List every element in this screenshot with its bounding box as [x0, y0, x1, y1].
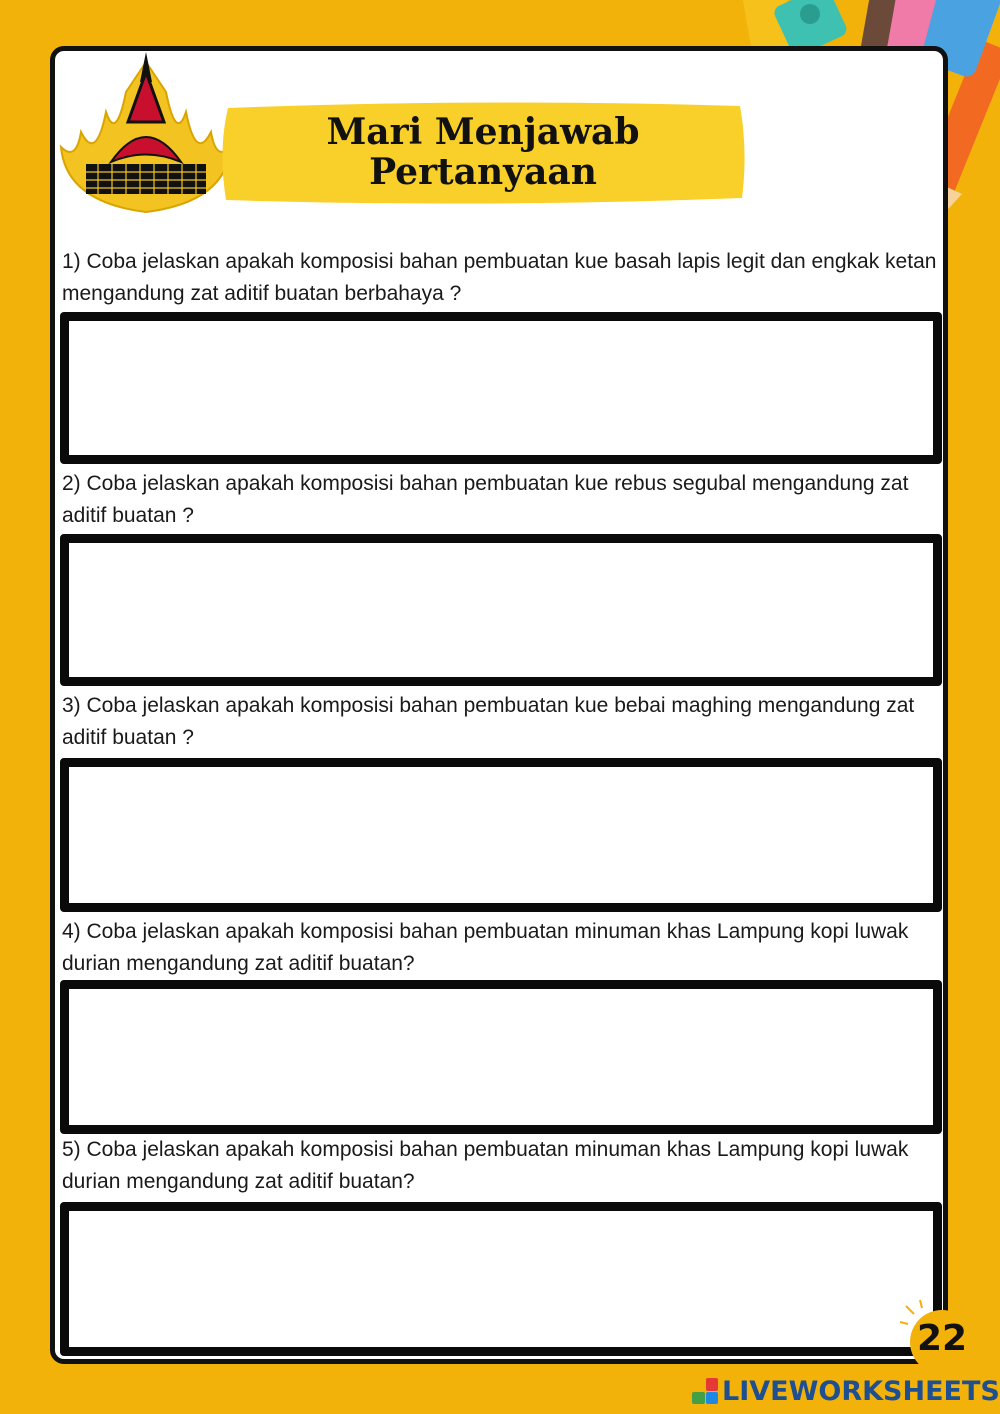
answer-box-4[interactable] [60, 980, 942, 1134]
question-2: 2) Coba jelaskan apakah komposisi bahan pembuatan kue rebus segubal mengandung zat aditif buatan ? [62, 472, 909, 527]
liveworksheets-brand: LIVEWORKSHEETS [722, 1375, 1000, 1407]
answer-box-1[interactable] [60, 312, 942, 464]
title-line-2: Pertanyaan [369, 151, 597, 193]
answer-box-2[interactable] [60, 534, 942, 686]
question-3: 3) Coba jelaskan apakah komposisi bahan pembuatan kue bebai maghing mengandung zat aditif buatan ? [62, 694, 915, 749]
answer-box-3[interactable] [60, 758, 942, 912]
answer-box-5[interactable] [60, 1202, 942, 1356]
page-number: 22 [916, 1318, 968, 1359]
question-4: 4) Coba jelaskan apakah komposisi bahan pembuatan minuman khas Lampung kopi luwak durian mengandung zat aditif buatan? [62, 920, 909, 975]
page-title [218, 112, 748, 192]
question-5: 5) Coba jelaskan apakah komposisi bahan pembuatan minuman khas Lampung kopi luwak durian mengandung zat aditif buatan? [62, 1138, 909, 1193]
liveworksheets-icon [692, 1378, 718, 1404]
question-1: 1) Coba jelaskan apakah komposisi bahan pembuatan kue basah lapis legit dan engkak ketan mengandung zat aditif buatan berbahaya ? [62, 250, 937, 305]
crown-icon [56, 52, 236, 222]
liveworksheets-logo[interactable] [692, 1374, 1000, 1408]
title-line-1: Mari Menjawab [326, 111, 640, 153]
